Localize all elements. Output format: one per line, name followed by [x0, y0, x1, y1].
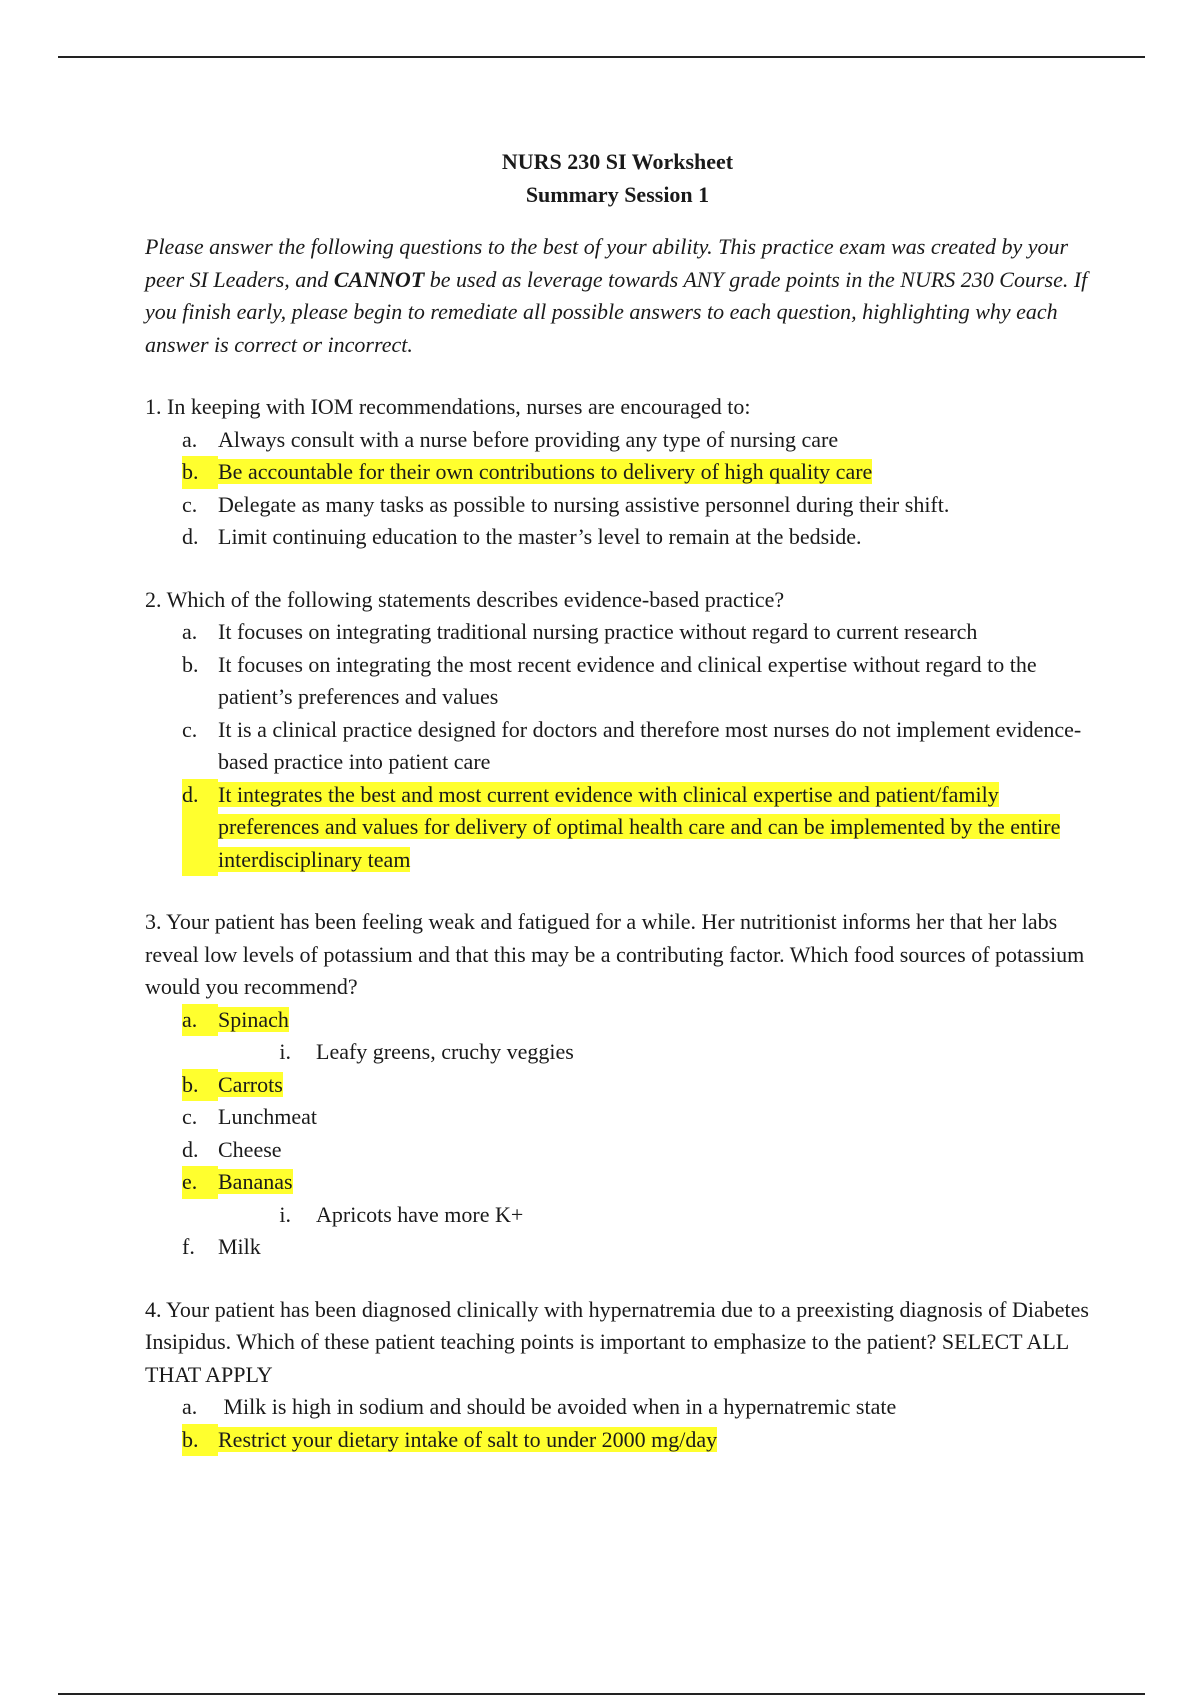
top-rule [58, 56, 1145, 58]
option-letter: b. [182, 1069, 218, 1102]
sub-note-text: Apricots have more K+ [316, 1201, 524, 1227]
bottom-rule [58, 1693, 1145, 1695]
option-letter: c. [182, 1104, 198, 1129]
option-letter: b. [182, 651, 199, 677]
instructions-part2: be used as leverage towards ANY grade points in the NURS 230 Course. If you finish early, please begin to remediate all possible answers to each question, highlighting why each answer is correct or incorrect. [145, 266, 1088, 357]
question-stem: 2. Which of the following statements describes evidence-based practice? [145, 586, 785, 612]
worksheet-page [145, 145, 1090, 1456]
option-text: It focuses on integrating traditional nursing practice without regard to current research [218, 619, 978, 644]
option-text: Spinach [218, 1006, 289, 1032]
option-a [145, 616, 1090, 649]
option-text: Carrots [218, 1071, 283, 1097]
option-letter: e. [182, 1166, 218, 1199]
page-subtitle: Summary Session 1 [525, 182, 710, 207]
question-stem: 3. Your patient has been feeling weak and fatigued for a while. Her nutritionist informs her that her labs reveal low levels of potassium and that this may be a contributing factor. Which food sources of potassium would you recommend? [145, 909, 1085, 999]
option-text: Cheese [218, 1136, 282, 1162]
option-b-highlighted [145, 456, 1090, 489]
option-letter: c. [182, 716, 198, 742]
option-text: Delegate as many tasks as possible to nursing assistive personnel during their shift. [218, 491, 950, 517]
question-4 [145, 1294, 1090, 1457]
option-c [145, 714, 1090, 779]
option-text: It focuses on integrating the most recent evidence and clinical expertise without regard to the patient’s preferences and values [218, 651, 1037, 709]
option-text: Milk [218, 1234, 261, 1259]
option-letter: a. [182, 1394, 198, 1419]
sub-note [145, 1036, 1090, 1069]
question-1 [145, 391, 1090, 554]
option-letter: d. [182, 524, 199, 549]
question-stem: 1. In keeping with IOM recommendations, nurses are encouraged to: [145, 394, 751, 419]
option-text: Limit continuing education to the master’s level to remain at the bedside. [218, 524, 862, 549]
option-b-highlighted [145, 1424, 1090, 1457]
instructions [145, 231, 1090, 361]
instructions-part1: Please answer the following questions to the best of your ability. This practice exam was created by your peer SI Leaders, and [145, 234, 1069, 292]
option-b-highlighted [145, 1069, 1090, 1102]
question-3 [145, 906, 1090, 1264]
option-letter: d. [182, 779, 218, 877]
option-letter: c. [182, 491, 198, 517]
option-letter: f. [182, 1234, 195, 1259]
sub-note [145, 1199, 1090, 1232]
sub-note-numeral: i. [279, 1039, 291, 1064]
option-f [145, 1231, 1090, 1264]
option-b [145, 649, 1090, 714]
question-2 [145, 584, 1090, 877]
option-text: Be accountable for their own contributions to delivery of high quality care [218, 459, 873, 484]
option-a [145, 424, 1090, 457]
option-text: It integrates the best and most current evidence with clinical expertise and patient/family preferences and values for delivery of optimal health care and can be implemented by the entire interdisciplinary team [218, 781, 1061, 872]
option-text: Milk is high in sodium and should be avoided when in a hypernatremic state [218, 1394, 897, 1419]
option-letter: a. [182, 426, 198, 452]
question-stem: 4. Your patient has been diagnosed clinically with hypernatremia due to a preexisting diagnosis of Diabetes Insipidus. Which of these patient teaching points is important to emphasize to the patient? SELECT ALL THAT APPLY [145, 1296, 1089, 1387]
sub-note-text: Leafy greens, cruchy veggies [316, 1039, 574, 1064]
option-text: Restrict your dietary intake of salt to under 2000 mg/day [218, 1426, 718, 1452]
option-d [145, 521, 1090, 554]
option-c [145, 1101, 1090, 1134]
option-letter: a. [182, 1004, 218, 1037]
option-d [145, 1134, 1090, 1167]
option-text: It is a clinical practice designed for doctors and therefore most nurses do not implement evidence-based practice into patient care [218, 716, 1082, 774]
option-d-highlighted [145, 779, 1090, 877]
page-title: NURS 230 SI Worksheet [501, 149, 734, 174]
option-e-highlighted [145, 1166, 1090, 1199]
option-letter: a. [182, 619, 198, 644]
option-text: Lunchmeat [218, 1104, 317, 1129]
option-letter: d. [182, 1136, 199, 1162]
instructions-emphasis: CANNOT [333, 266, 425, 292]
option-text: Always consult with a nurse before providing any type of nursing care [218, 426, 839, 452]
option-letter: b. [182, 1424, 218, 1457]
option-text: Bananas [218, 1169, 293, 1194]
option-letter: b. [182, 456, 218, 489]
option-c [145, 489, 1090, 522]
option-a [145, 1391, 1090, 1424]
option-a-highlighted [145, 1004, 1090, 1037]
sub-note-numeral: i. [279, 1201, 291, 1227]
